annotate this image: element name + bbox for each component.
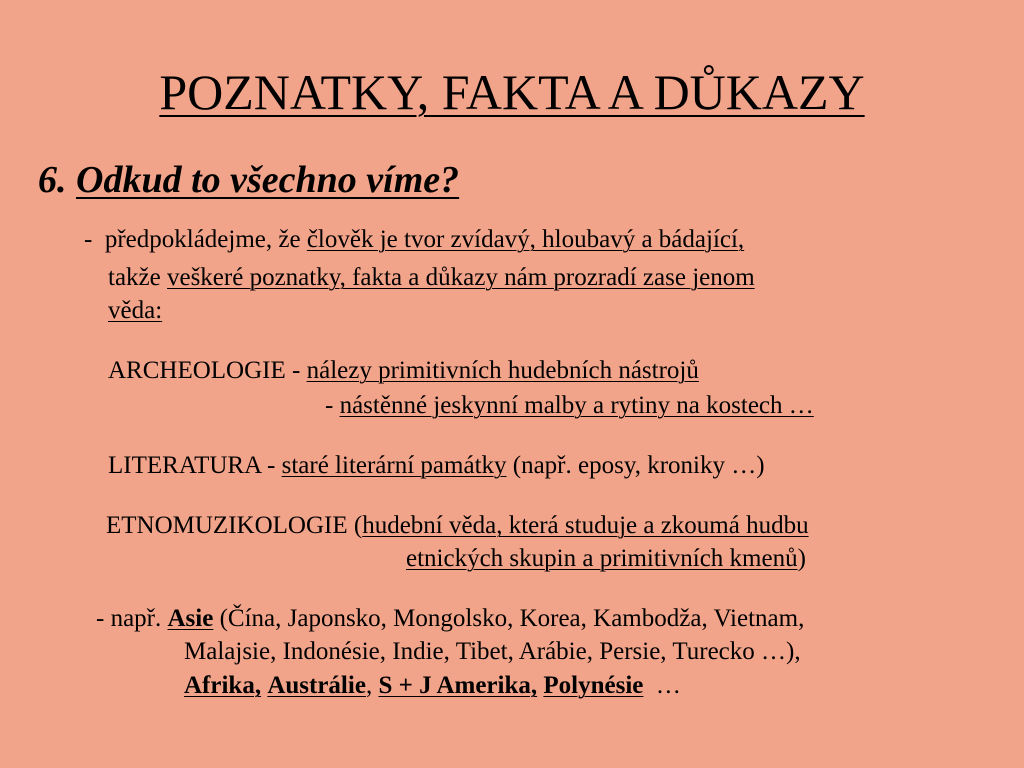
section-number: 6. (38, 159, 67, 201)
region-africa: Afrika, (184, 672, 262, 699)
regions-prefix: - např. (96, 605, 168, 632)
archeology-item-1: nálezy primitivních hudebních nástrojů (306, 357, 699, 384)
intro-text-2: takže (108, 264, 167, 291)
intro-link-2b: věda: (108, 297, 163, 324)
ethno-link-2: etnických skupin a primitivních kmenů (406, 545, 798, 572)
regions-comma: , (365, 672, 373, 699)
section-question: Odkud to všechno víme? (76, 159, 460, 201)
intro-link-2a: veškeré poznatky, fakta a důkazy nám prozradí zase jenom (166, 264, 755, 291)
literature-link: staré literární památky (281, 452, 507, 479)
slide-title: POZNATKY, FAKTA A DŮKAZY (159, 64, 865, 120)
regions-asia-list-2: Malajsie, Indonésie, Indie, Tibet, Arábie, Persie, Turecko …), (184, 638, 801, 665)
intro-link-1: člověk je tvor zvídavý, hloubavý a bádající, (306, 226, 745, 253)
intro-text-1: předpokládejme, že (104, 226, 307, 253)
ethno-line-2 (406, 543, 806, 575)
archeology-dash: - (325, 392, 340, 419)
ethno-link-1: hudební věda, která studuje a zkoumá hudbu (362, 512, 809, 539)
region-australia: Austrálie (267, 672, 366, 699)
regions-line-2 (184, 636, 801, 668)
archeology-item-2: nástěnné jeskynní malby a rytiny na kostech … (339, 392, 814, 419)
literature-line (108, 450, 765, 482)
regions-asia-list: (Čína, Japonsko, Mongolsko, Korea, Kambodža, Vietnam, (213, 605, 805, 632)
intro-line-3 (108, 295, 162, 327)
intro-dash: - (84, 226, 93, 253)
region-polynesia: Polynésie (543, 672, 644, 699)
intro-line-2 (108, 262, 755, 294)
archeology-line-2 (325, 390, 814, 422)
ethno-close: ) (797, 545, 806, 572)
section-heading (38, 155, 459, 205)
literature-rest: (např. eposy, kroniky …) (506, 452, 765, 479)
intro-line-1 (84, 224, 744, 256)
archeology-label: ARCHEOLOGIE - (108, 357, 307, 384)
regions-line-1 (96, 603, 804, 635)
regions-line-3 (184, 670, 681, 702)
region-america: S + J Amerika, (378, 672, 538, 699)
literature-label: LITERATURA - (108, 452, 282, 479)
region-asia: Asie (167, 605, 214, 632)
regions-ellipsis: … (655, 672, 681, 699)
ethno-line-1 (106, 510, 809, 542)
ethno-label: ETNOMUZIKOLOGIE ( (106, 512, 363, 539)
archeology-line-1 (108, 355, 699, 387)
